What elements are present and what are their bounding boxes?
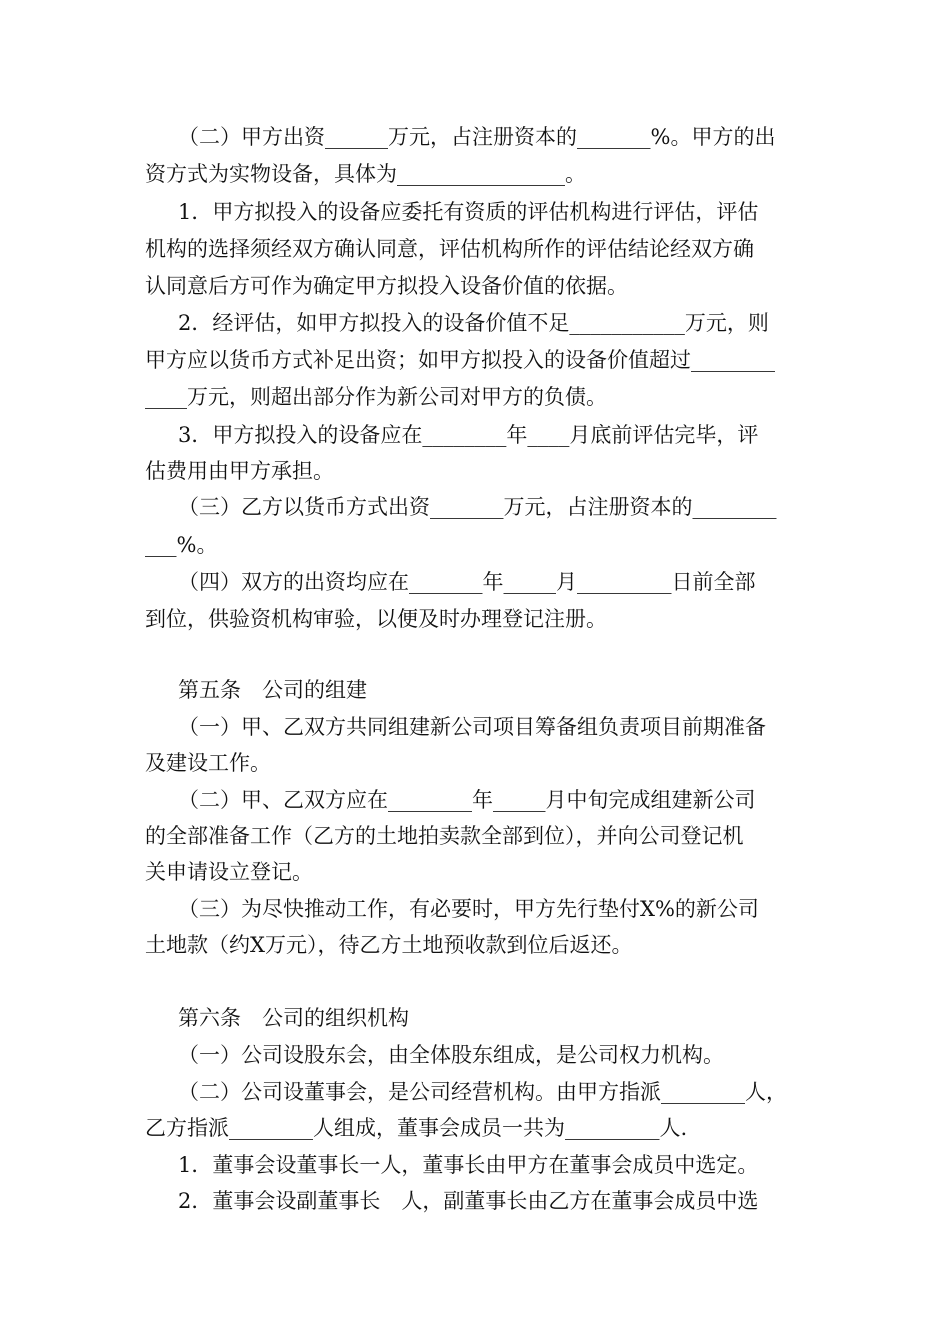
para-3-line-2: ___%。	[145, 533, 218, 557]
item-1-line-1: 1．甲方拟投入的设备应委托有资质的评估机构进行评估，评估	[178, 200, 759, 224]
a6-item-2: 2．董事会设副董事长 人，副董事长由乙方在董事会成员中选	[178, 1189, 759, 1213]
para-2-line-1: （二）甲方出资______万元，占注册资本的_______%。甲方的出	[178, 125, 776, 149]
para-3-line-1: （三）乙方以货币方式出资_______万元，占注册资本的________	[178, 495, 777, 519]
item-3-line-1: 3．甲方拟投入的设备应在________年____月底前评估完毕，评	[178, 423, 759, 447]
para-2-line-2: 资方式为实物设备，具体为________________。	[145, 162, 586, 186]
item-2-line-3: ____万元，则超出部分作为新公司对甲方的负债。	[145, 385, 607, 409]
a5-para-3-line-2: 土地款（约X万元），待乙方土地预收款到位后返还。	[145, 933, 633, 957]
article-5-heading: 第五条 公司的组建	[178, 678, 367, 702]
item-3-line-2: 估费用由甲方承担。	[145, 459, 334, 483]
a5-para-2-line-2: 的全部准备工作（乙方的土地拍卖款全部到位），并向公司登记机	[145, 824, 744, 848]
item-1-line-3: 认同意后方可作为确定甲方拟投入设备价值的依据。	[145, 274, 628, 298]
item-2-line-2: 甲方应以货币方式补足出资；如甲方拟投入的设备价值超过________	[145, 348, 775, 372]
a6-para-2-line-1: （二）公司设董事会，是公司经营机构。由甲方指派________人，	[178, 1080, 787, 1104]
a5-para-2-line-1: （二）甲、乙双方应在________年_____月中旬完成组建新公司	[178, 788, 756, 812]
a6-para-2-line-2: 乙方指派________人组成，董事会成员一共为_________人.	[145, 1116, 688, 1140]
a5-para-1-line-2: 及建设工作。	[145, 751, 271, 775]
a6-para-1: （一）公司设股东会，由全体股东组成，是公司权力机构。	[178, 1043, 724, 1067]
item-1-line-2: 机构的选择须经双方确认同意，评估机构所作的评估结论经双方确	[145, 237, 754, 261]
a5-para-3-line-1: （三）为尽快推动工作，有必要时，甲方先行垫付X%的新公司	[178, 897, 759, 921]
para-4-line-1: （四）双方的出资均应在_______年_____月_________日前全部	[178, 570, 756, 594]
a6-item-1: 1．董事会设董事长一人，董事长由甲方在董事会成员中选定。	[178, 1153, 759, 1177]
article-6-heading: 第六条 公司的组织机构	[178, 1006, 409, 1030]
para-4-line-2: 到位，供验资机构审验，以便及时办理登记注册。	[145, 607, 607, 631]
a5-para-2-line-3: 关申请设立登记。	[145, 860, 313, 884]
a5-para-1-line-1: （一）甲、乙双方共同组建新公司项目筹备组负责项目前期准备	[178, 715, 766, 739]
item-2-line-1: 2．经评估，如甲方拟投入的设备价值不足___________万元，则	[178, 311, 769, 335]
